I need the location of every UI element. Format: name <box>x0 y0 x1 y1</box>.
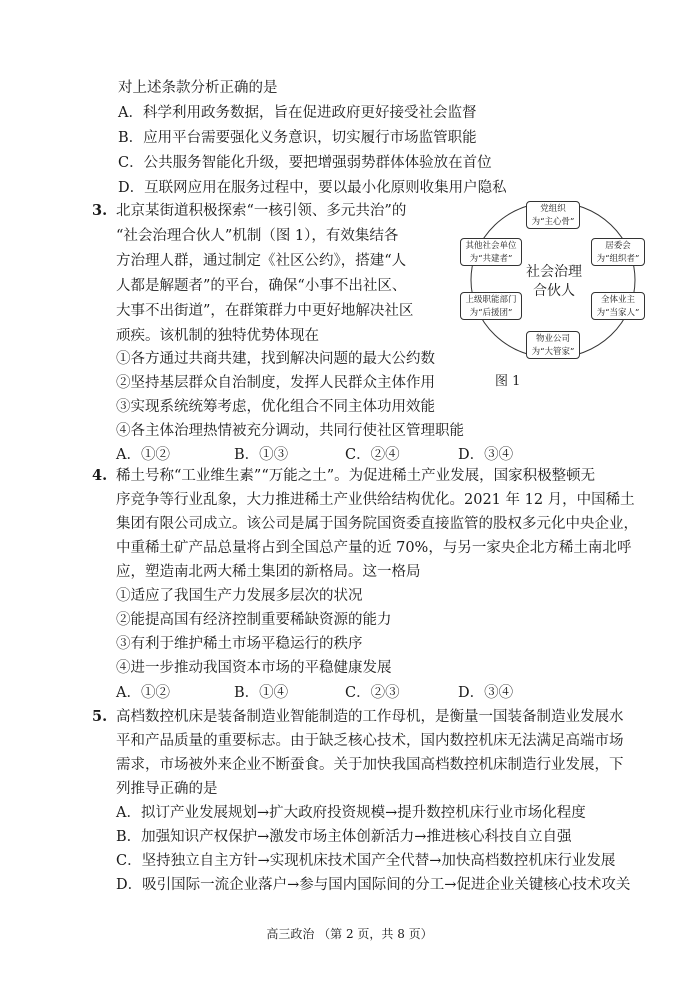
figure-node-property-line1: 物业公司 <box>535 334 570 344</box>
figure-node-owners <box>591 292 645 320</box>
q2-option-c: C．公共服务智能化升级，要把增强弱势群体体验放在首位 <box>118 155 492 171</box>
q4-choice-c: C．②③ <box>345 685 400 701</box>
figure-node-property <box>526 331 580 359</box>
figure-node-party-line1: 党组织 <box>540 204 566 214</box>
q3-stem-line-5: 大事不出街道”，在群策群力中更好地解决社区 <box>116 303 414 319</box>
figure-center-line1: 社会治理 <box>526 264 582 280</box>
q5-stem-line-2: 平和产品质量的重要标志。由于缺乏核心技术，国内数控机床无法满足高端市场 <box>116 733 624 749</box>
figure-node-social-units <box>460 238 522 266</box>
q3-choice-d: D．③④ <box>458 447 514 463</box>
figure-node-social-units-line1: 其他社会单位 <box>465 241 517 251</box>
figure-node-social-units-line2: 为“共建者” <box>469 254 513 264</box>
q4-stem-line-5: 应，塑造南北两大稀土集团的新格局。这一格局 <box>116 564 421 580</box>
q3-statement-3: ③实现系统统筹考虑，优化组合不同主体功用效能 <box>116 399 435 415</box>
q4-stem-line-3: 集团有限公司成立。该公司是属于国务院国资委直接监管的股权多元化中央企业， <box>116 516 638 532</box>
figure-node-owners-line2: 为“当家人” <box>596 308 640 318</box>
q4-statement-2: ②能提高国有经济控制重要稀缺资源的能力 <box>116 612 392 628</box>
q4-statement-3: ③有利于维护稀土市场平稳运行的秩序 <box>116 636 363 652</box>
figure-center-label <box>513 263 595 301</box>
q3-choice-b: B．①③ <box>234 447 289 463</box>
q3-choice-a: A．①② <box>116 447 170 463</box>
q3-stem-line-6: 顽疾。该机制的独特优势体现在 <box>116 328 319 344</box>
q4-choice-b: B．①④ <box>234 685 289 701</box>
q4-stem-line-2: 序竞争等行业乱象，大力推进稀土产业供给结构优化。2021 年 12 月，中国稀土 <box>116 492 635 508</box>
q5-number: 5. <box>92 708 108 725</box>
q4-stem-line-4: 中重稀土矿产品总量将占到全国总产量的近 70%，与另一家央企北方稀土南北呼 <box>116 540 632 556</box>
q4-choice-d: D．③④ <box>458 685 514 701</box>
figure-node-committee <box>591 238 645 266</box>
q3-statement-1: ①各方通过共商共建，找到解决问题的最大公约数 <box>116 351 435 367</box>
q5-option-b: B．加强知识产权保护→激发市场主体创新活力→推进核心科技自立自强 <box>116 829 572 845</box>
q5-option-a: A．拟订产业发展规划→扩大政府投资规模→提升数控机床行业市场化程度 <box>116 805 586 821</box>
q2-option-b: B．应用平台需要强化义务意识，切实履行市场监管职能 <box>118 130 477 146</box>
q2-option-a: A．科学利用政务数据，旨在促进政府更好接受社会监督 <box>118 105 477 121</box>
figure-node-committee-line1: 居委会 <box>605 241 631 251</box>
figure-node-higher-dept-line2: 为“后援团” <box>469 308 513 318</box>
figure-center-line2: 合伙人 <box>533 283 575 299</box>
q4-number: 4. <box>92 467 108 484</box>
figure-node-party-line2: 为“主心骨” <box>531 217 575 227</box>
q5-stem-line-3: 需求，市场被外来企业不断蚕食。关于加快我国高档数控机床制造行业发展，下 <box>116 757 624 773</box>
q4-choice-a: A．①② <box>116 685 170 701</box>
q2-option-d: D．互联网应用在服务过程中，要以最小化原则收集用户隐私 <box>118 180 507 196</box>
q4-stem-line-1: 稀土号称“工业维生素”“万能之土”。为促进稀土产业发展，国家积极整顿无 <box>116 468 596 484</box>
q3-stem-line-1: 北京某街道积极探索“一核引领、多元共治”的 <box>116 203 407 219</box>
q3-statement-4: ④各主体治理热情被充分调动，共同行使社区管理职能 <box>116 423 464 439</box>
figure-1-diagram <box>452 196 657 396</box>
q3-choice-c: C．②④ <box>345 447 400 463</box>
q5-stem-line-4: 列推导正确的是 <box>116 781 218 797</box>
q4-statement-4: ④进一步推动我国资本市场的平稳健康发展 <box>116 660 392 676</box>
q5-stem-line-1: 高档数控机床是装备制造业智能制造的工作母机，是衡量一国装备制造业发展水 <box>116 709 624 725</box>
q3-number: 3. <box>92 202 108 219</box>
q2-stem-tail: 对上述条款分析正确的是 <box>118 80 278 96</box>
figure-node-party <box>526 201 580 229</box>
q3-stem-line-3: 方治理人群，通过制定《社区公约》，搭建“人 <box>116 253 407 269</box>
figure-node-owners-line1: 全体业主 <box>600 295 635 305</box>
q3-statement-2: ②坚持基层群众自治制度，发挥人民群众主体作用 <box>116 375 435 391</box>
q3-stem-line-4: 人都是解题者”的平台，确保“小事不出社区、 <box>116 278 407 294</box>
figure-node-property-line2: 为“大管家” <box>531 347 575 357</box>
figure-node-higher-dept-line1: 上级职能部门 <box>465 295 517 305</box>
figure-caption: 图 1 <box>495 374 521 389</box>
q5-option-c: C．坚持独立自主方针→实现机床技术国产全代替→加快高档数控机床行业发展 <box>116 853 616 869</box>
q5-option-d: D．吸引国际一流企业落户→参与国内国际间的分工→促进企业关键核心技术攻关 <box>116 877 631 893</box>
page-footer: 高三政治 （第 2 页，共 8 页） <box>266 927 433 941</box>
figure-node-committee-line2: 为“组织者” <box>596 254 640 264</box>
q3-stem-line-2: “社会治理合伙人”机制（图 1），有效集结各 <box>116 228 399 244</box>
q4-statement-1: ①适应了我国生产力发展多层次的状况 <box>116 588 363 604</box>
